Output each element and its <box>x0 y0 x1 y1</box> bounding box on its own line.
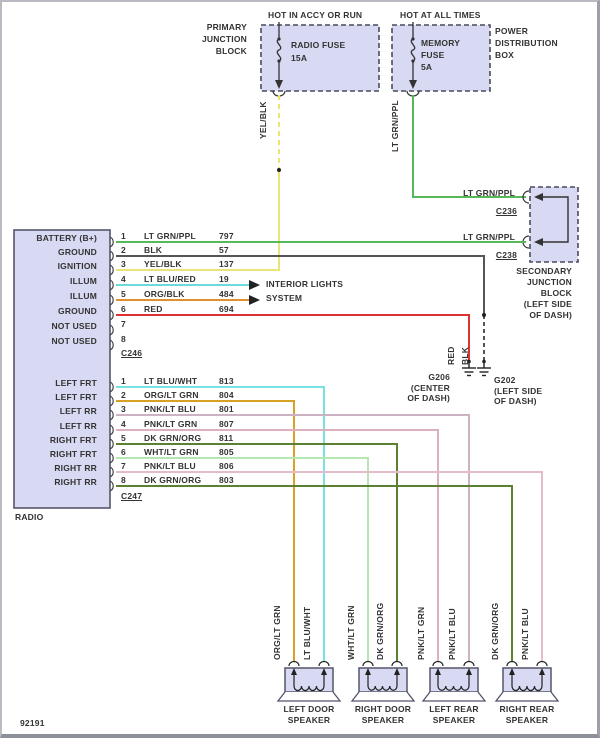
pin-label: IGNITION <box>57 261 97 271</box>
wire-name: PNK/LT GRN <box>144 419 198 429</box>
pin-number: 6 <box>121 447 126 457</box>
memory-fuse-name2: FUSE <box>421 50 445 60</box>
memory-fuse-name: MEMORY <box>421 38 461 48</box>
wire-name: RED <box>144 304 163 314</box>
speaker-name-left-rear-2: SPEAKER <box>432 715 476 725</box>
wire-wht-lt-grn-805 <box>116 458 368 662</box>
wire-name: LT BLU/WHT <box>144 376 198 386</box>
pin-label: LEFT RR <box>59 421 97 431</box>
pin-label: LEFT FRT <box>55 392 97 402</box>
speaker-left-door <box>278 662 340 702</box>
speaker-name-right-rear-1: RIGHT REAR <box>499 704 555 714</box>
pin-number: 1 <box>121 231 126 241</box>
hot-accy-label: HOT IN ACCY OR RUN <box>268 10 363 20</box>
circuit-number: 19 <box>219 274 229 284</box>
g206-id: G206 <box>428 372 450 382</box>
radio-fuse-name: RADIO FUSE <box>291 40 346 50</box>
sjb-label-line1: SECONDARY <box>516 266 572 276</box>
wire-lt-grn-ppl-feed <box>413 95 526 197</box>
g202-id: G202 <box>494 375 516 385</box>
circuit-number: 804 <box>219 390 234 400</box>
speaker-name-left-rear-1: LEFT REAR <box>429 704 479 714</box>
wire-name: WHT/LT GRN <box>144 447 199 457</box>
wire-org-lt-grn-804 <box>116 401 294 662</box>
pin-number: 7 <box>121 319 126 329</box>
pin-number: 7 <box>121 461 126 471</box>
circuit-number: 137 <box>219 259 234 269</box>
interior-lights-label2: SYSTEM <box>266 293 303 303</box>
circuit-number: 484 <box>219 289 234 299</box>
speaker-name-right-door-1: RIGHT DOOR <box>354 704 412 714</box>
radio-fuse-rating: 15A <box>291 53 308 63</box>
pin-label: RIGHT RR <box>54 463 97 473</box>
sjb-label-line3: BLOCK <box>540 288 572 298</box>
spk-wire-label-pnk-lt-blu-rr: PNK/LT BLU <box>520 608 530 660</box>
c236-connector-label: C236 <box>495 206 517 216</box>
circuit-number: 797 <box>219 231 234 241</box>
spk-wire-label-dk-grn-org-rr: DK GRN/ORG <box>490 602 500 660</box>
memory-fuse-rating: 5A <box>421 62 433 72</box>
wire-name: PNK/LT BLU <box>144 461 196 471</box>
pdb-label-line3: BOX <box>495 50 515 60</box>
lt-grn-ppl-feed-label: LT GRN/PPL <box>390 100 400 152</box>
wire-name: LT GRN/PPL <box>144 231 196 241</box>
spk-wire-label-wht-lt-grn: WHT/LT GRN <box>346 605 356 660</box>
pin-label: ILLUM <box>70 291 97 301</box>
pin-label: ILLUM <box>70 276 97 286</box>
wire-name: DK GRN/ORG <box>144 433 202 443</box>
interior-lights-label1: INTERIOR LIGHTS <box>266 279 344 289</box>
spk-wire-label-lt-blu-wht: LT BLU/WHT <box>302 606 312 660</box>
pin-number: 2 <box>121 245 126 255</box>
spk-wire-label-dk-grn-org: DK GRN/ORG <box>375 602 385 660</box>
pin-number: 5 <box>121 289 126 299</box>
circuit-number: 801 <box>219 404 234 414</box>
pin-label: RIGHT FRT <box>49 449 97 459</box>
wire-name: ORG/BLK <box>144 289 185 299</box>
red-wire-vertical-label: RED <box>446 346 456 365</box>
fuse-dot <box>277 37 280 40</box>
speaker-name-right-rear-2: SPEAKER <box>505 715 549 725</box>
splice-dot <box>277 168 281 172</box>
hot-all-times-label: HOT AT ALL TIMES <box>400 10 481 20</box>
wire-name: YEL/BLK <box>144 259 182 269</box>
wire-name: DK GRN/ORG <box>144 475 202 485</box>
pin-label: NOT USED <box>51 336 97 346</box>
g202-loc1: (LEFT SIDE <box>494 386 543 396</box>
pjb-label-line2: JUNCTION <box>201 34 247 44</box>
splice-dot <box>482 313 486 317</box>
pin-number: 1 <box>121 376 126 386</box>
pin-number: 8 <box>121 334 126 344</box>
circuit-number: 803 <box>219 475 234 485</box>
spk-wire-label-pnk-lt-grn: PNK/LT GRN <box>416 606 426 660</box>
pin-label: RIGHT FRT <box>49 435 97 445</box>
sjb-label-line5: OF DASH) <box>529 310 572 320</box>
pin-number: 3 <box>121 404 126 414</box>
ground-symbol-g202 <box>477 360 491 376</box>
sjb-connector-arcs <box>523 191 529 248</box>
yel-blk-feed-label: YEL/BLK <box>258 101 268 139</box>
g202-loc2: OF DASH) <box>494 396 537 406</box>
interior-lights-arrow <box>249 280 260 290</box>
circuit-number: 806 <box>219 461 234 471</box>
pin-number: 3 <box>121 259 126 269</box>
speaker-left-rear <box>423 662 485 702</box>
pin-number: 4 <box>121 419 126 429</box>
pin-label: LEFT FRT <box>55 378 97 388</box>
pin-label: GROUND <box>58 306 97 316</box>
wire-name: LT BLU/RED <box>144 274 196 284</box>
pdb-label-line2: DISTRIBUTION <box>495 38 558 48</box>
spk-wire-label-org-lt-grn: ORG/LT GRN <box>272 605 282 660</box>
g206-loc1: (CENTER <box>410 383 450 393</box>
fuse-dot <box>411 37 414 40</box>
speaker-name-left-door-2: SPEAKER <box>287 715 331 725</box>
radio-label: RADIO <box>15 512 44 522</box>
fuse-dot <box>277 59 280 62</box>
c238-wire-label: LT GRN/PPL <box>463 232 515 242</box>
pin-number: 5 <box>121 433 126 443</box>
c236-wire-label: LT GRN/PPL <box>463 188 515 198</box>
wire-name: PNK/LT BLU <box>144 404 196 414</box>
pin-label: GROUND <box>58 247 97 257</box>
wire-pnk-lt-blu-806 <box>116 472 542 662</box>
wire-name: ORG/LT GRN <box>144 390 199 400</box>
diagram-code: 92191 <box>20 718 45 728</box>
pin-number: 8 <box>121 475 126 485</box>
blk-wire-vertical-label: BLK <box>460 346 470 365</box>
pdb-label-line1: POWER <box>495 26 529 36</box>
pjb-label-line3: BLOCK <box>215 46 247 56</box>
circuit-number: 805 <box>219 447 234 457</box>
wire-red-694 <box>116 315 469 360</box>
speaker-right-rear <box>496 662 558 702</box>
pin-label: NOT USED <box>51 321 97 331</box>
fuse-dot <box>411 59 414 62</box>
circuit-number: 57 <box>219 245 229 255</box>
pin-label: RIGHT RR <box>54 477 97 487</box>
spk-wire-label-pnk-lt-blu: PNK/LT BLU <box>447 608 457 660</box>
connector-c247-label: C247 <box>121 491 143 501</box>
pin-number: 4 <box>121 274 126 284</box>
speaker-right-door <box>352 662 414 702</box>
sjb-label-line4: (LEFT SIDE <box>523 299 572 309</box>
wire-name: BLK <box>144 245 163 255</box>
g206-loc2: OF DASH) <box>407 393 450 403</box>
diagram-canvas <box>2 2 600 738</box>
pin-label: BATTERY (B+) <box>36 233 97 243</box>
circuit-number: 694 <box>219 304 234 314</box>
speaker-name-left-door-1: LEFT DOOR <box>283 704 335 714</box>
circuit-number: 813 <box>219 376 234 386</box>
circuit-number: 811 <box>219 433 234 443</box>
c238-connector-label: C238 <box>495 250 517 260</box>
circuit-number: 807 <box>219 419 234 429</box>
pin-number: 6 <box>121 304 126 314</box>
pjb-label-line1: PRIMARY <box>206 22 247 32</box>
pin-label: LEFT RR <box>59 406 97 416</box>
interior-lights-arrow <box>249 295 260 305</box>
speaker-name-right-door-2: SPEAKER <box>361 715 405 725</box>
sjb-label-line2: JUNCTION <box>526 277 572 287</box>
connector-c246-label: C246 <box>121 348 143 358</box>
pin-number: 2 <box>121 390 126 400</box>
